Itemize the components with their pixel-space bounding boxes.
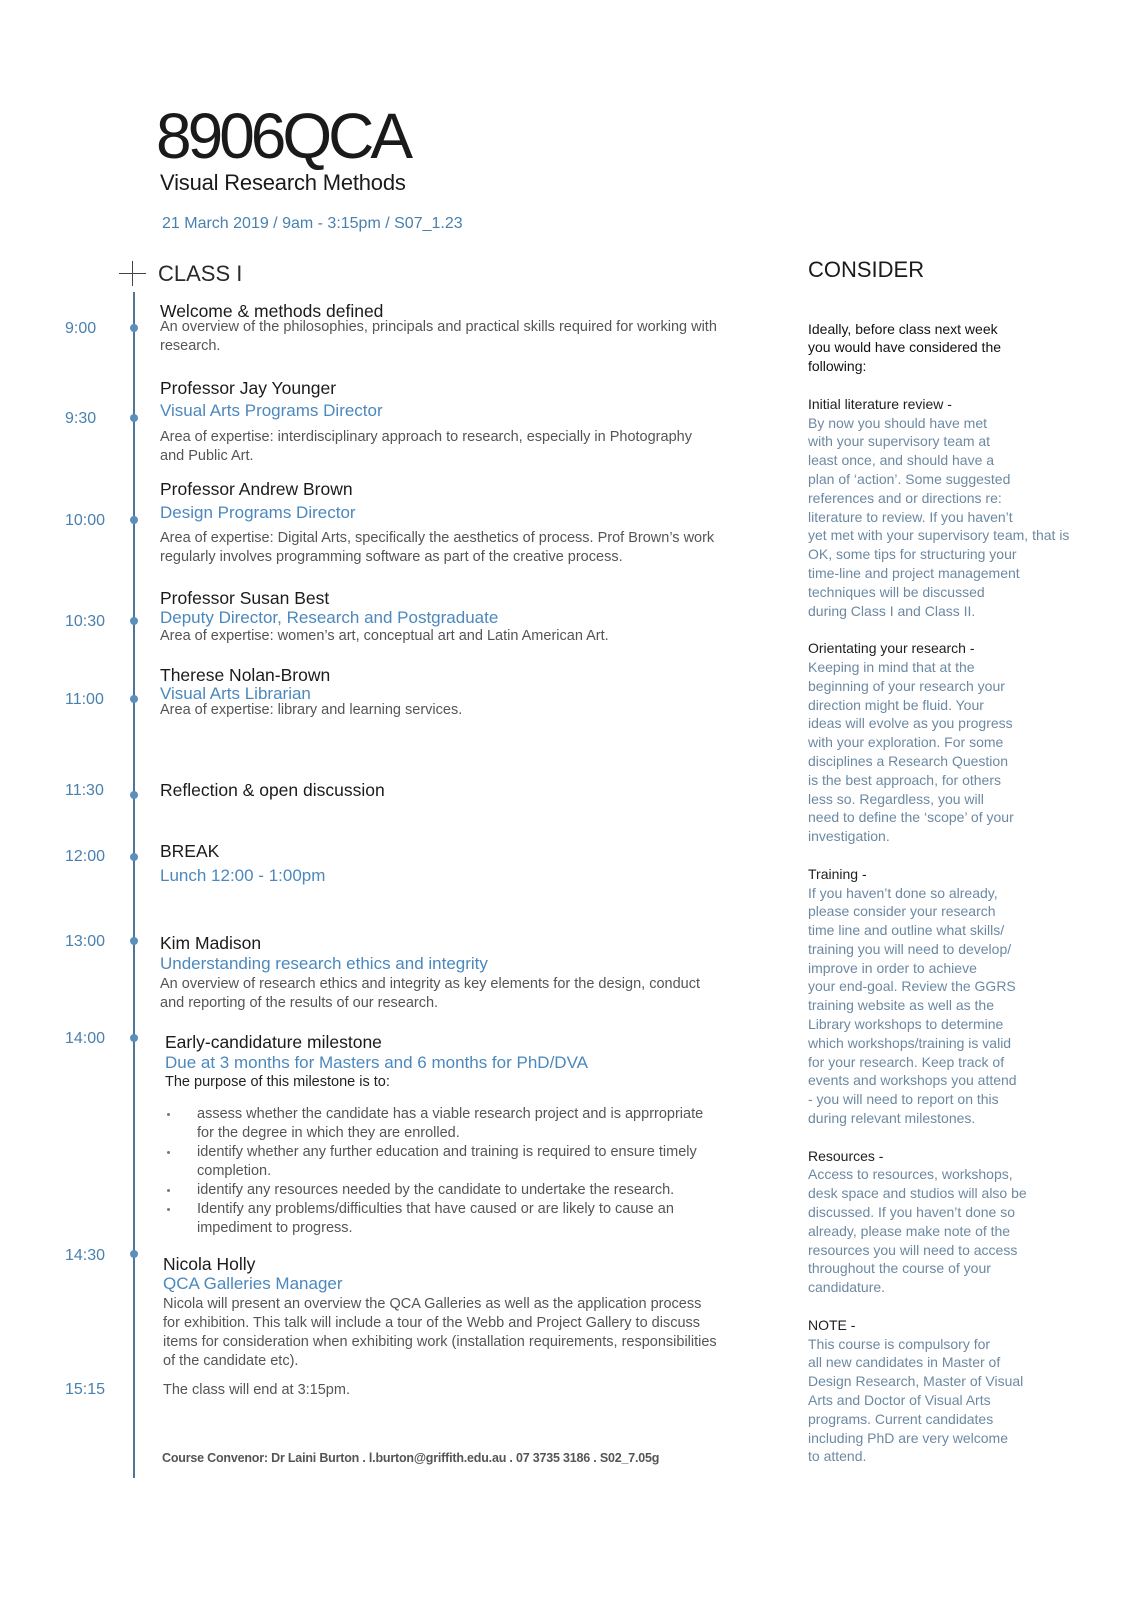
speaker-expertise-jay-younger: Area of expertise: interdisciplinary approach to research, especially in Photography and Public Art. [160,428,692,464]
consider-section-heading: Initial literature review - [808,395,952,412]
speaker-topic-kim-madison: Understanding research ethics and integrity [160,954,488,973]
plus-icon [119,261,146,286]
speaker-name-kim-madison: Kim Madison [160,933,262,953]
speaker-expertise-andrew-brown: Area of expertise: Digital Arts, specifically the aesthetics of process. Prof Brown’s work regularly involves programming software as part of the creative process. [160,529,715,565]
timeline-dot-11-30 [130,791,138,799]
consider-section-body: By now you should have met with your supervisory team at least once, and should have a plan of ‘action’. Some suggested references and or directions re: literature to review. If you haven’t yet met with your supervisory team, that is OK, some tips for structuring your time-line and project management techniques will be discussed during Class I and Class II. [808,414,1070,619]
speaker-name-jay-younger: Professor Jay Younger [160,378,337,398]
list-item [165,1181,805,1200]
speaker-role-therese-nolan-brown: Visual Arts Librarian [160,684,311,703]
session-title-welcome: Welcome & methods defined [160,301,384,321]
consider-section-body: Access to resources, workshops, desk space and studios will also be discussed. If you haven’t done so already, please make note of the resources you will need to access throughout the course of your candidature. [808,1166,1027,1296]
course-title: Visual Research Methods [160,170,406,195]
speaker-role-susan-best: Deputy Director, Research and Postgraduate [160,608,499,627]
speaker-name-nicola-holly: Nicola Holly [163,1254,256,1274]
class-end-note: The class will end at 3:15pm. [163,1381,350,1398]
time-label-15-15: 15:15 [65,1381,106,1398]
timeline-dot-9-30 [130,414,138,422]
list-item-text: identify whether any further education and training is required to ensure timely completion. [197,1143,697,1179]
timeline-dot-9-00 [130,324,138,332]
speaker-expertise-susan-best: Area of expertise: women’s art, conceptual art and Latin American Art. [160,627,609,644]
speaker-role-jay-younger: Visual Arts Programs Director [160,401,383,420]
speaker-expertise-therese-nolan-brown: Area of expertise: library and learning services. [160,701,463,718]
consider-section-training [808,865,1118,1128]
consider-section-heading: Training - [808,865,867,882]
consider-section-heading: NOTE - [808,1316,856,1333]
milestone-due-date: Due at 3 months for Masters and 6 months for PhD/DVA [165,1053,588,1072]
consider-intro: Ideally, before class next week you would have considered the following: [808,320,1002,375]
speaker-name-andrew-brown: Professor Andrew Brown [160,479,353,499]
time-label-9-30: 9:30 [65,410,97,427]
session-title-milestone: Early-candidature milestone [165,1032,382,1052]
list-item-text: Identify any problems/difficulties that have caused or are likely to cause an impediment to progress. [197,1200,674,1236]
time-label-14-00: 14:00 [65,1030,106,1047]
consider-section-orientating [808,639,1118,846]
session-description-galleries: Nicola will present an overview the QCA Galleries as well as the application process for exhibition. This talk will include a tour of the Webb and Project Gallery to discuss items for consideration when exhibiting work (installation requirements, responsibilities of the candidate etc). [163,1295,717,1369]
list-item [165,1105,805,1143]
bullet-marker [165,1105,197,1124]
consider-section-body: Keeping in mind that at the beginning of your research your direction might be fluid. Your ideas will evolve as you progress with your exploration. For some disciplines a Research Question is the best approach, for others less so. Regardless, you will need to define the ‘scope’ of your investigation. [808,658,1014,845]
consider-section-heading: Orientating your research - [808,640,975,657]
time-label-9-00: 9:00 [65,320,97,337]
list-item [165,1200,805,1238]
session-title-break: BREAK [160,841,220,861]
timeline-dot-14-30 [130,1250,138,1258]
bullet-marker [165,1181,197,1200]
timeline-dot-10-30 [130,617,138,625]
speaker-name-susan-best: Professor Susan Best [160,588,330,608]
session-description-welcome: An overview of the philosophies, principals and practical skills required for working with research. [160,318,717,354]
consider-section-body: If you haven’t done so already, please consider your research time line and outline what skills/ training you will need to develop/ improve in order to achieve your end-goal. Review the GGRS training website as well as the Library workshops to determine which workshops/training is valid for your research. Keep track of events and workshops you attend - you will need to report on this during relevant milestones. [808,884,1017,1127]
consider-section-body: This course is compulsory for all new candidates in Master of Design Research, Master of Visual Arts and Doctor of Visual Arts programs. Current candidates including PhD are very welcome to attend. [808,1335,1024,1465]
session-info: 21 March 2019 / 9am - 3:15pm / S07_1.23 [162,215,463,232]
timeline-dot-13-00 [130,937,138,945]
timeline-dot-12-00 [130,853,138,861]
bullet-marker [165,1143,197,1162]
time-label-12-00: 12:00 [65,848,106,865]
session-description-ethics: An overview of research ethics and integrity as key elements for the design, conduct and reporting of the results of our research. [160,975,701,1011]
consider-section-resources [808,1147,1118,1297]
consider-heading: CONSIDER [808,257,925,282]
list-item-text: assess whether the candidate has a viable research project and is apprropriate for the degree in which they are enrolled. [197,1105,704,1141]
time-label-11-00: 11:00 [65,691,104,708]
class-title: CLASS I [158,261,243,286]
timeline-line [133,292,135,1478]
session-title-reflection: Reflection & open discussion [160,780,385,800]
consider-section-note [808,1316,1118,1466]
consider-section-literature [808,395,1118,621]
list-item-text: identify any resources needed by the candidate to undertake the research. [197,1181,675,1198]
timeline-dot-11-00 [130,695,138,703]
consider-section-heading: Resources - [808,1147,884,1164]
speaker-role-nicola-holly: QCA Galleries Manager [163,1274,343,1293]
bullet-marker [165,1200,197,1219]
time-label-10-30: 10:30 [65,613,106,630]
time-label-11-30: 11:30 [65,782,104,799]
milestone-purpose-intro: The purpose of this milestone is to: [165,1073,390,1090]
course-convenor-footer: Course Convenor: Dr Laini Burton . l.burton@griffith.edu.au . 07 3735 3186 . S02_7.05g [162,1451,660,1465]
milestone-purpose-list [165,1105,805,1238]
speaker-name-therese-nolan-brown: Therese Nolan-Brown [160,665,331,685]
time-label-10-00: 10:00 [65,512,106,529]
consider-column [808,320,1118,1485]
timeline-dot-10-00 [130,516,138,524]
time-label-14-30: 14:30 [65,1247,106,1264]
list-item [165,1143,805,1181]
speaker-role-andrew-brown: Design Programs Director [160,503,356,522]
timeline-dot-14-00 [130,1034,138,1042]
break-lunch-time: Lunch 12:00 - 1:00pm [160,866,326,885]
time-label-13-00: 13:00 [65,933,106,950]
course-code: 8906QCA [156,100,410,172]
